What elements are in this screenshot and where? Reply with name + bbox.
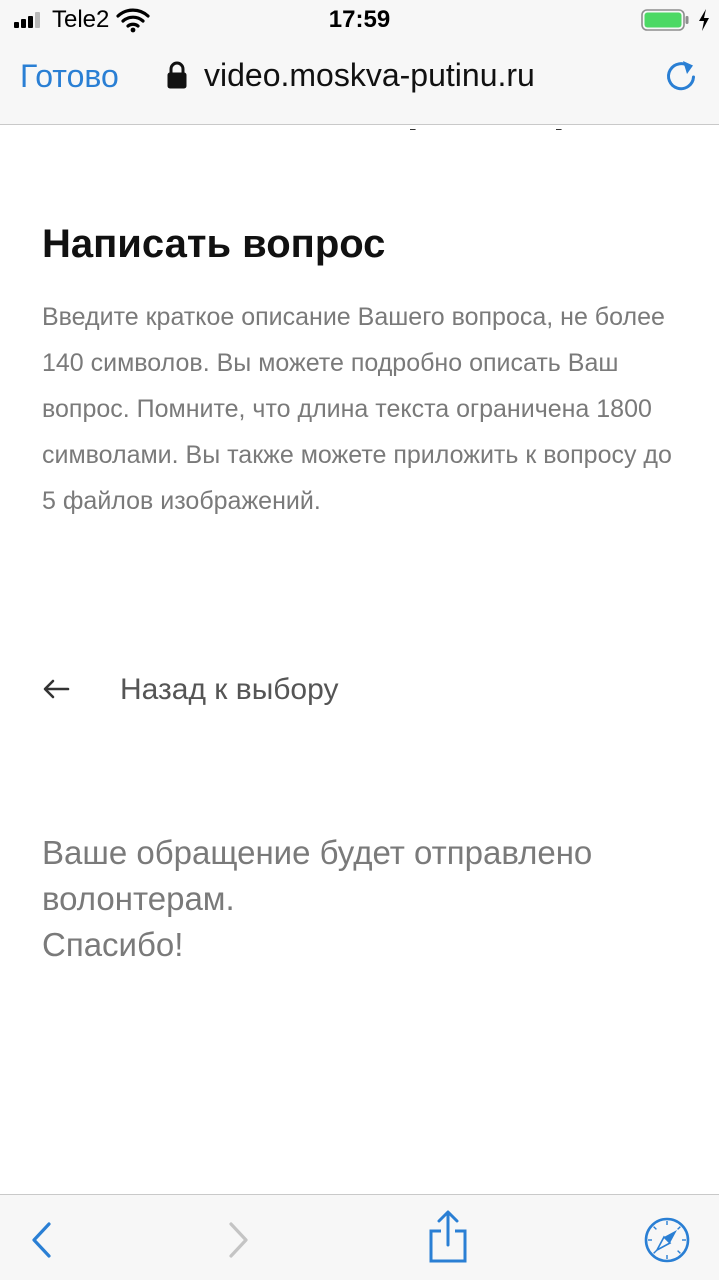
open-in-safari-button[interactable] <box>640 1195 696 1280</box>
status-time: 17:59 <box>328 6 391 33</box>
nav-back-button[interactable] <box>20 1195 70 1280</box>
browser-address-bar <box>0 40 719 125</box>
clipped-breadcrumb-links <box>410 124 640 130</box>
done-button[interactable]: Готово <box>20 58 119 94</box>
back-to-selection-link[interactable] <box>42 668 402 714</box>
chevron-left-icon <box>30 1221 54 1259</box>
lock-icon <box>166 60 188 90</box>
battery-icon <box>641 9 689 31</box>
carrier-name: Tele2 <box>52 6 110 33</box>
charging-bolt-icon <box>697 8 711 32</box>
browser-toolbar <box>0 1194 719 1280</box>
status-bar <box>0 0 719 40</box>
chevron-right-icon <box>226 1221 250 1259</box>
submission-notice <box>42 830 682 968</box>
share-icon <box>426 1209 470 1265</box>
nav-forward-button[interactable] <box>216 1195 266 1280</box>
page-title: Написать вопрос <box>42 222 386 266</box>
reload-icon[interactable] <box>662 56 700 96</box>
arrow-left-icon <box>42 678 70 700</box>
notice-line: волонтерам. <box>42 880 235 917</box>
share-button[interactable] <box>420 1195 476 1280</box>
form-description: Введите краткое описание Вашего вопроса, не более 140 символов. Вы можете подробно описать Ваш вопрос. Помните, что длина текста ограничена 1800 символами. Вы также можете приложить к вопросу до 5 файлов изображений. <box>42 303 672 515</box>
compass-icon <box>643 1216 691 1264</box>
back-link-label: Назад к выбору <box>120 673 339 706</box>
notice-line: Спасибо! <box>42 926 184 963</box>
notice-line: Ваше обращение будет отправлено <box>42 834 593 871</box>
url-text[interactable]: video.moskva-putinu.ru <box>204 57 535 93</box>
